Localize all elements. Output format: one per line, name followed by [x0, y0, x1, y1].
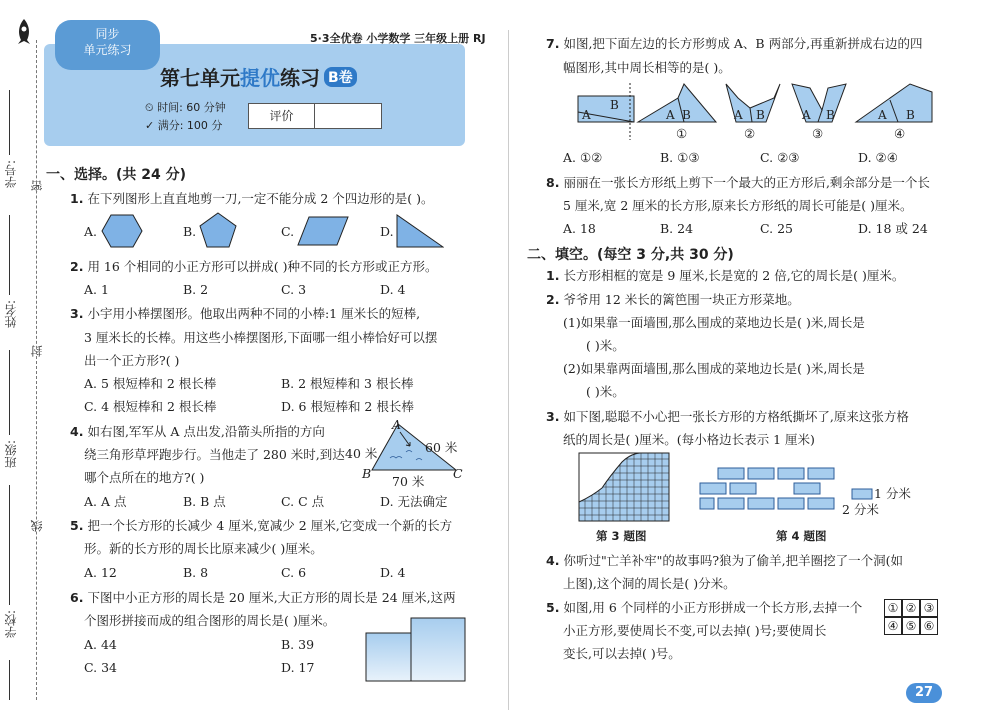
cell-6: ⑥	[920, 617, 938, 635]
cell-3: ③	[920, 599, 938, 617]
binding-strip	[0, 0, 44, 726]
q6-line-2: 个图形拼接而成的组合图形的周长是( )厘米。	[84, 613, 336, 628]
seal-feng: 封	[30, 345, 44, 357]
q2-option-a: A. 1	[84, 282, 109, 297]
torn-grid-paper-figure	[578, 452, 670, 522]
caption-q4: 第 4 题图	[776, 529, 827, 543]
q5-option-d: D. 4	[380, 565, 406, 580]
title-part-1: 第七单元	[160, 66, 240, 90]
svg-text:A: A	[802, 108, 811, 122]
legend-1dm: 1 分米	[874, 486, 911, 501]
q1-option-a: A.	[84, 224, 98, 239]
q6-option-a: A. 44	[84, 637, 117, 652]
q6-option-c: C. 34	[84, 660, 117, 675]
cell-1: ①	[884, 599, 902, 617]
q8-option-c: C. 25	[760, 221, 793, 236]
seal-mi: 密	[30, 180, 44, 192]
section-2-title: 二、填空。(每空 3 分,共 30 分)	[527, 247, 734, 263]
title-part-3: 练习	[280, 66, 320, 90]
f4-line-2: 上图),这个洞的周长是( )分米。	[563, 576, 736, 591]
q5-line-2: 形。新的长方形的周长比原来减少( )厘米。	[84, 541, 323, 556]
q3-line-2: 3 厘米长的长棒。用这些小棒摆图形,下面哪一组小棒恰好可以摆	[84, 330, 438, 345]
f2-line-1: (1)如果靠一面墙围,那么围成的菜地边长是( )米,周长是	[563, 315, 865, 330]
q7-option-b: B. ①③	[660, 150, 700, 165]
page-number: 27	[906, 683, 942, 703]
svg-text:B: B	[826, 108, 835, 122]
class-label: 班级:	[4, 440, 18, 469]
q7-line-1: 7. 如图,把下面左边的长方形剪成 A、B 两部分,再重新拼成右边的四	[546, 36, 923, 51]
q6-option-d: D. 17	[281, 660, 315, 675]
q8-option-d: D. 18 或 24	[858, 221, 928, 236]
page-title	[160, 62, 357, 91]
fold-line	[36, 40, 37, 700]
pentagon-shape	[199, 212, 237, 248]
svg-text:B: B	[906, 108, 915, 122]
q8-option-b: B. 24	[660, 221, 694, 236]
tag-line-2: 单元练习	[83, 43, 132, 57]
f1-text: 1. 长方形相框的宽是 9 厘米,长是宽的 2 倍,它的周长是( )厘米。	[546, 268, 905, 283]
check-icon: ✓	[145, 119, 155, 132]
two-squares-figure	[365, 617, 467, 682]
q7-option-c: C. ②③	[760, 150, 800, 165]
q3-option-c: C. 4 根短棒和 2 根长棒	[84, 399, 217, 414]
f2-line-0: 2. 爷爷用 12 米长的篱笆围一块正方形菜地。	[546, 292, 800, 307]
q3-option-b: B. 2 根短棒和 3 根长棒	[281, 376, 414, 391]
legend-brick	[851, 488, 873, 500]
tag-line-1: 同步	[95, 27, 120, 41]
page-divider	[508, 30, 509, 710]
caption-q3: 第 3 题图	[596, 529, 647, 543]
evaluation-label: 评价	[249, 104, 315, 128]
f2-line-4: ( )米。	[586, 384, 625, 399]
q7-line-2: 幅图形,其中周长相等的是( )。	[563, 60, 731, 75]
q5-option-b: B. 8	[183, 565, 209, 580]
q4-label-40: 40 米	[345, 446, 378, 461]
q4-line-1: 4. 如右图,军军从 A 点出发,沿箭头所指的方向	[70, 424, 325, 439]
q7-label-4: ④	[894, 126, 906, 141]
q8-option-a: A. 18	[563, 221, 596, 236]
svg-text:B: B	[610, 98, 619, 112]
q7-figures	[570, 80, 950, 142]
svg-text:A: A	[878, 108, 887, 122]
cell-5: ⑤	[902, 617, 920, 635]
unit-tag	[55, 20, 160, 70]
f3-line-2: 纸的周长是( )厘米。(每小格边长表示 1 厘米)	[563, 432, 815, 447]
seal-xian: 线	[30, 520, 44, 532]
id-label: 学号:	[4, 160, 18, 189]
svg-text:A: A	[666, 108, 675, 122]
q4-line-2: 绕三角形草坪跑步行。当他走了 280 米时,到达	[84, 447, 345, 462]
svg-text:B: B	[756, 108, 765, 122]
q6-option-b: B. 39	[281, 637, 315, 652]
q2-text: 2. 用 16 个相同的小正方形可以拼成( )种不同的长方形或正方形。	[70, 259, 438, 274]
f2-line-2: ( )米。	[586, 338, 625, 353]
q4-option-a: A. A 点	[84, 494, 127, 509]
f5-line-2: 小正方形,要使周长不变,可以去掉( )号;要使周长	[563, 623, 827, 638]
time-info: ⏲ 时间: 60 分钟	[145, 101, 226, 114]
q1-text: 1. 在下列图形上直直地剪一刀,一定不能分成 2 个四边形的是( )。	[70, 191, 434, 206]
q3-option-d: D. 6 根短棒和 2 根长棒	[281, 399, 414, 414]
q5-line-1: 5. 把一个长方形的长减少 4 厘米,宽减少 2 厘米,它变成一个新的长方	[70, 518, 453, 533]
q4-option-c: C. C 点	[281, 494, 325, 509]
right-triangle-shape	[396, 214, 444, 248]
q4-label-c: C	[453, 466, 463, 481]
six-squares-figure	[884, 599, 938, 635]
cell-4: ④	[884, 617, 902, 635]
hexagon-shape	[101, 214, 143, 248]
q2-option-d: D. 4	[380, 282, 406, 297]
q8-line-1: 8. 丽丽在一张长方形纸上剪下一个最大的正方形后,剩余部分是一个长	[546, 175, 930, 190]
q4-label-b: B	[362, 466, 372, 481]
school-label: 学校:	[4, 610, 18, 639]
q3-option-a: A. 5 根短棒和 2 根长棒	[84, 376, 217, 391]
b-badge: B卷	[324, 67, 357, 87]
q7-label-2: ②	[744, 126, 756, 141]
q5-option-c: C. 6	[281, 565, 307, 580]
rocket-icon	[14, 18, 34, 48]
q4-label-60: 60 米	[425, 440, 458, 455]
q4-option-b: B. B 点	[183, 494, 226, 509]
q8-line-2: 5 厘米,宽 2 厘米的长方形,原来长方形纸的周长可能是( )厘米。	[563, 198, 913, 213]
legend-2dm: 2 分米	[842, 502, 879, 517]
q1-option-b: B.	[183, 224, 197, 239]
f4-line-1: 4. 你听过"亡羊补牢"的故事吗?狼为了偷羊,把羊圈挖了一个洞(如	[546, 553, 903, 568]
svg-text:A: A	[734, 108, 743, 122]
q4-label-a: A	[392, 417, 402, 432]
q7-label-3: ③	[812, 126, 824, 141]
svg-text:A: A	[582, 108, 591, 122]
q4-line-3: 哪个点所在的地方?( )	[84, 470, 205, 485]
svg-text:B: B	[682, 108, 691, 122]
q1-option-d: D.	[380, 224, 394, 239]
f2-line-3: (2)如果靠两面墙围,那么围成的菜地边长是( )米,周长是	[563, 361, 865, 376]
q7-label-1: ①	[676, 126, 688, 141]
q6-line-1: 6. 下图中小正方形的周长是 20 厘米,大正方形的周长是 24 厘米,这两	[70, 590, 456, 605]
f3-line-1: 3. 如下图,聪聪不小心把一张长方形的方格纸撕坏了,原来这张方格	[546, 409, 909, 424]
f5-line-3: 变长,可以去掉( )号。	[563, 646, 681, 661]
brick-wall-figure	[698, 466, 838, 518]
q3-line-1: 3. 小宇用小棒摆图形。他取出两种不同的小棒:1 厘米长的短棒,	[70, 306, 421, 321]
name-label: 姓名:	[4, 300, 18, 329]
section-1-title: 一、选择。(共 24 分)	[46, 167, 187, 183]
cell-2: ②	[902, 599, 920, 617]
score-info: ✓ 满分: 100 分	[145, 119, 223, 132]
q2-option-c: C. 3	[281, 282, 307, 297]
q7-option-d: D. ②④	[858, 150, 898, 165]
q3-line-3: 出一个正方形?( )	[84, 353, 180, 368]
q2-option-b: B. 2	[183, 282, 209, 297]
q4-label-70: 70 米	[392, 474, 425, 489]
q5-option-a: A. 12	[84, 565, 117, 580]
clock-icon: ⏲	[145, 101, 154, 114]
q4-option-d: D. 无法确定	[380, 494, 448, 509]
parallelogram-shape	[297, 216, 349, 246]
f5-line-1: 5. 如图,用 6 个同样的小正方形拼成一个长方形,去掉一个	[546, 600, 863, 615]
series-info: 5·3全优卷 小学数学 三年级上册 RJ	[310, 32, 486, 45]
q1-option-c: C.	[281, 224, 295, 239]
q7-option-a: A. ①②	[563, 150, 603, 165]
title-part-2: 提优	[240, 66, 280, 90]
evaluation-box	[248, 103, 382, 129]
